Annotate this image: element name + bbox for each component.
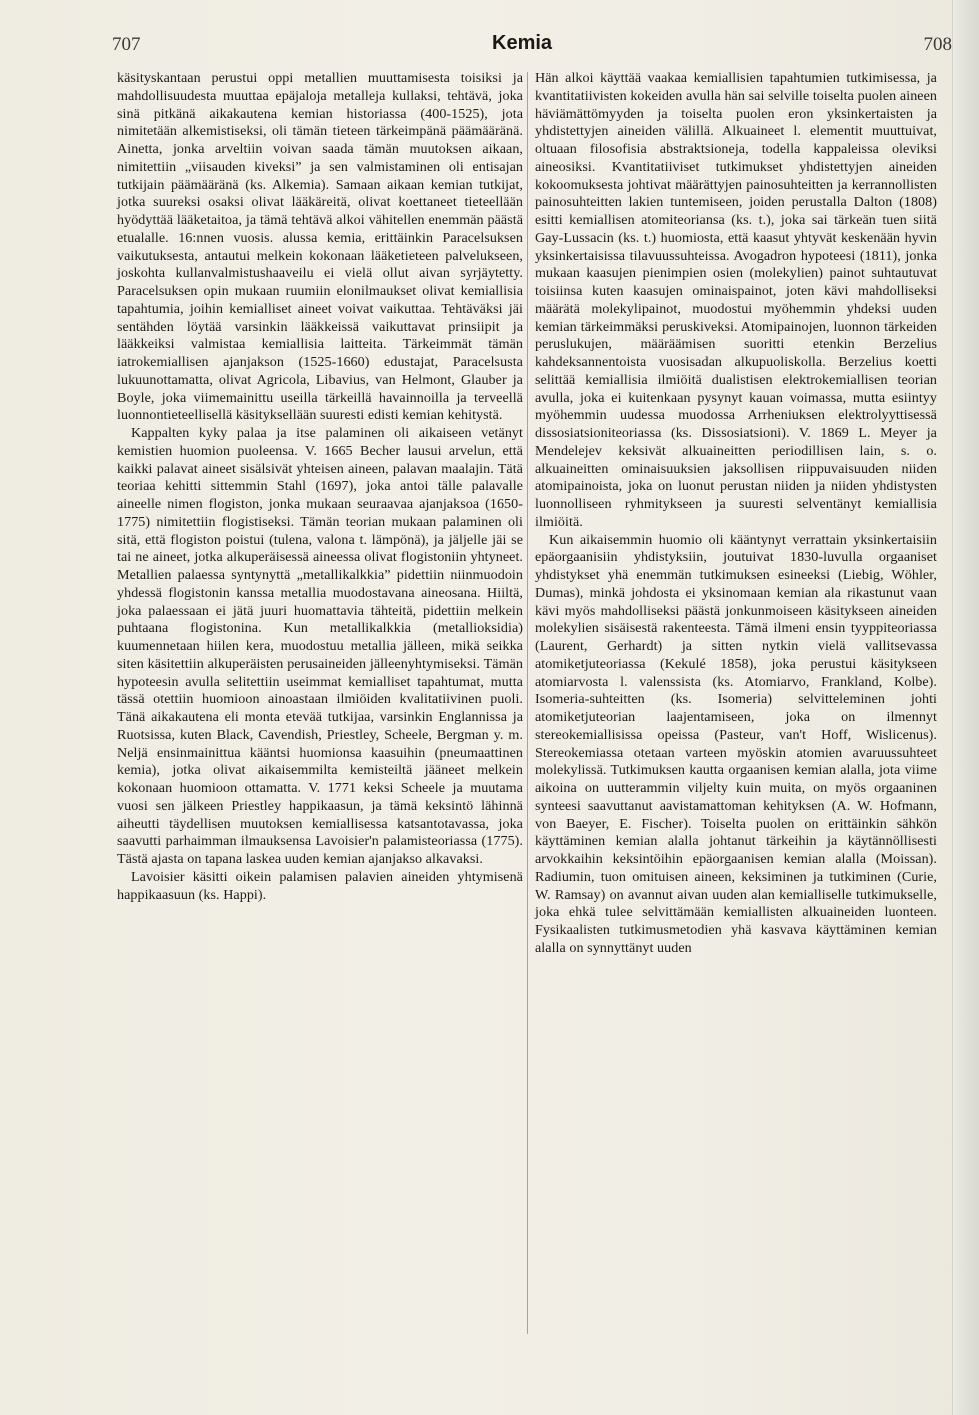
paragraph: Lavoisier käsitti oikein palamisen palavien aineiden yhtymisenä happikaasuun (ks. Happi).	[117, 868, 523, 903]
left-column	[117, 70, 523, 904]
paragraph: käsityskantaan perustui oppi metallien muuttamisesta toisiksi ja mahdollisuudesta muuttaa epäjaloja metalleja kullaksi, tehtävä, joka sinä pitkänä aikakautena kemian historiassa (400-1525), jota nimitetään alkemistiseksi, oli tämän tieteen tärkeimpänä päämääränä. Ainetta, jonka arveltiin voivan saada tämän muutoksen aikaan, nimitettiin „viisauden kiveksi” ja sen valmistaminen oli entisajan tutkijain päämääränä (ks. Alkemia). Samaan aikaan kemian tutkijat, jotka suureksi osaksi olivat lääkäreitä, olivat koettaneet tieteellään hyödyttää lääketaitoa, ja tämä tehtävä alkoi vähitellen enemmän päästä etualalle. 16:nnen vuosis. alussa kemia, erittäinkin Paracelsuksen vaikutuksesta, antautui melkein kokonaan lääketieteen palvelukseen, joskohta kullanvalmistushaaveilu ei vielä ollut aivan syrjäytetty. Paracelsuksen opin mukaan ruumiin elonilmaukset olivat kemiallisia tapahtumia, joihin kemialliset aineet voivat vaikuttaa. Tehtäväksi jäi sentähden löytää varsinkin lääkkeissä vaikuttavat prinsiipit ja lääkkeiksi valmistaa kemiallisia laitteita. Tärkeimmät tämän iatrokemiallisen ajanjakson (1525-1660) edustajat, Paracelsusta lukuunottamatta, olivat Agricola, Libavius, van Helmont, Glauber ja Boyle, joka viimemainittu useilla tärkeillä havainnoilla ja terveellä luonnontieteellisellä käsityksellään suuresti edisti kemian kehitystä.	[117, 70, 523, 424]
column-divider	[527, 72, 528, 1334]
paragraph: Kappalten kyky palaa ja itse palaminen oli aikaiseen vetänyt kemistien huomion puoleensa. V. 1665 Becher lausui arvelun, että kaikki palavat aineet sisälsivät yhteisen aineen, palavan maalajin. Tätä teoriaa kehitti sittemmin Stahl (1697), joka antoi tälle palavalle aineelle nimen flogiston, jonka mukaan seuraavaa ajanjaksoa (1650-1775) nimitettiin flogistiseksi. Tämän teorian mukaan palaminen oli sitä, että flogiston poistui (tulena, valona t. lämpönä), ja jäljelle jäi se tai ne aineet, jotka alkuperäisessä aineessa olivat flogistoniin yhtyneet. Metallien palaessa syntynyttä „metallikalkkia” pidettiin niinmuodoin yhdessä flogistonin kanssa metallia muodostavana aineosana. Hiiltä, joka palaessaan ei jätä juuri huomattavia tähteitä, pidettiin melkein puhtaana flogistonina. Kun metallikalkkia (metallioksidia) kuumennetaan hiilen kera, muodostuu metallia jälleen, mikä seikka siten käsitettiin alkuperäisten perusaineiden jälleenyhtymiseksi. Tämän hypoteesin avulla selitettiin useimmat kemialliset tapahtumat, mutta tässä otettiin huomioon ainoastaan ilmiöiden kvalitatiivinen puoli. Tänä aikakautena eli monta etevää tutkijaa, varsinkin Englannissa ja Ruotsissa, kuten Black, Cavendish, Priestley, Scheele, Bergman y. m. Neljä ensinmainittua kääntsi huomionsa kaasuihin (pneumaattinen kemia), jotka olivat aikaisemmilta kemisteiltä jääneet melkein kokonaan huomioon ottamatta. V. 1771 keksi Scheele ja muutama vuosi sen jälkeen Priestley happikaasun, ja tämä keksintö lähinnä aiheutti täydellisen muutoksen kemiallisessa katsantotavassa, joka saavutti parhaimman ilmauksensa Lavoisier'n palamisteoriassa (1775). Tästä ajasta on tapana laskea uuden kemian ajanjakso alkavaksi.	[117, 425, 523, 867]
page-edge	[952, 0, 979, 1415]
paragraph: Hän alkoi käyttää vaakaa kemiallisien tapahtumien tutkimisessa, ja kvantitatiivisten kokeiden avulla hän sai selville toiselta puolen aineen häviämättömyyden ja toiselta puolen eron yksinkertaisten ja yhdistettyjen aineiden välillä. Alkuaineet l. elementit muuttuivat, oltuaan filosofisia abstraktsioneja, todella kappaleissa oleviksi aineosiksi. Kvantitatiiviset tutkimukset yhdistettyjen aineiden kokoomuksesta johtivat määrättyjen painosuhteitten ja kerrannollisten painosuhteitten lakien tuntemiseen, joiden perustalla Dalton (1808) esitti kemiallisen atomiteoriansa (ks. t.), joka sai tärkeän tuen siitä Gay-Lussacin (ks. t.) huomiosta, että kaasut yhtyvät keskenään hyvin yksinkertaisissa tilavuussuhteissa. Avogadron hypoteesi (1811), jonka mukaan kaasujen pienimpien osien (molekylien) painot suhtautuvat toisiinsa kuten kaasujen ominaispainot, joten kävi mahdolliseksi määrätä molekylipainot, muodostui myöhemmin yhdeksi uuden kemian tärkeimmäksi peruskiveksi. Atomipainojen, luonnon tärkeiden peruslukujen, määräämisen suoritti etenkin Berzelius kahdeksannentoista vuosisadan alkupuoliskolla. Berzelius koetti selittää kemiallisia ilmiöitä dualistisen elektrokemiallisen teorian avulla, joka ei kuitenkaan pysynyt kauan voimassa, mutta esiintyy myöhemmin uudessa muodossa Arrheniuksen elektrolyyttisessä dissosiatsioniteoriassa (ks. Dissosiatsioni). V. 1869 L. Meyer ja Mendelejev keksivät alkuaineitten periodillisen lain, s. o. alkuaineitten ominaisuuksien jaksollisen riippuvaisuuden niiden atomipainoista, joka on luonut perustan niiden ja niiden yhdistysten luonnolliseen ryhmitykseen ja suuresti selventänyt kemiallisia ilmiöitä.	[535, 70, 937, 530]
right-column	[535, 70, 937, 958]
page-title: Kemia	[492, 32, 553, 54]
page-number-right: 708	[923, 34, 952, 55]
page-header	[112, 32, 958, 60]
page-number-left: 707	[112, 34, 141, 55]
paragraph: Kun aikaisemmin huomio oli kääntynyt verrattain yksinkertaisiin epäorgaanisiin yhdistyksiin, joutuivat 1830-luvulla orgaaniset yhdistykset yhä enemmän tutkimuksen esineeksi (Liebig, Wöhler, Dumas), minkä johdosta ei yksinomaan kemian ala rikastunut vaan kävi myös mahdolliseksi päästä jonkunmoiseen käsitykseen aineiden molekylien sisäisestä rakenteesta. Tämä ilmeni ensin tyyppiteoriassa (Laurent, Gerhardt) ja sitten nytkin vielä vallitsevassa atomiketjuteoriassa (Kekulé 1858), joka perustui käsitykseen atomiarvosta l. valenssista (ks. Atomiarvo, Frankland, Kolbe). Isomeria-suhteitten (ks. Isomeria) selvitteleminen johti atomiketjuteorian laajentamiseen, joka on ilmennyt stereokemiallisissa opeissa (Pasteur, van't Hoff, Wislicenus). Stereokemiassa otetaan varteen myöskin atomien avaruussuhteet molekylissä. Tutkimuksen kautta orgaanisen kemian alalla, jota viime aikoina on uutterammin viljelty kuin muita, on myös orgaaninen synteesi saavuttanut aavistamattoman kehityksen (A. W. Hofmann, von Baeyer, E. Fischer). Toiselta puolen on erittäinkin sähkön käyttäminen kemian alalla johtanut tärkeihin ja käytännöllisesti arvokkaihin keksintöihin epäorgaanisen kemian alalla (Moissan). Radiumin, tuon omituisen aineen, keksiminen ja tutkiminen (Curie, W. Ramsay) on avannut aivan uuden alan kemialliselle tutkimukselle, joka ehkä tulee selvittämään kemiallisten alkuaineiden luonteen. Fysikaalisten tutkimusmetodien yhä kasvava käyttäminen kemian alalla on synnyttänyt uuden	[535, 531, 937, 956]
